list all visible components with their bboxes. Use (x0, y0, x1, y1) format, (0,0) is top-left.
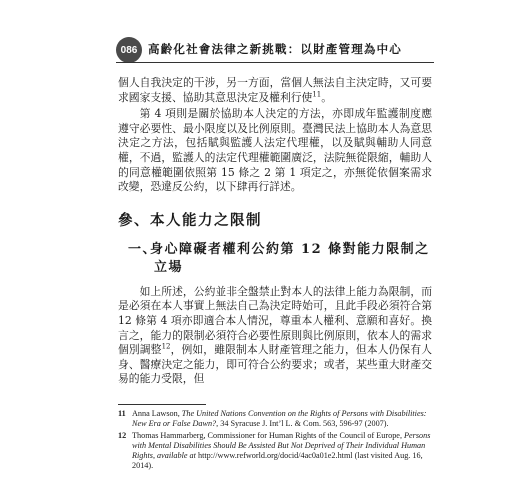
paragraph-text-cont: ，例如，雖限制本人財產管理之能力，但本人仍保有人身、醫療決定之能力，即可符合公約要求；或者，某些重大財產交易的能力受限，但 (118, 343, 433, 386)
footnote-text: Anna Lawson, (132, 409, 182, 418)
footnote-number: 12 (118, 430, 127, 440)
footnote-ref-12[interactable]: 12 (161, 342, 171, 351)
subsection-number: 一、 (128, 241, 158, 257)
footnotes (118, 409, 432, 473)
paragraph-article-12-4: 第 4 項則是關於協助本人決定的方法，亦即成年監護制度應遵守必要性、最小限度以及比例原則。臺灣民法上協助本人為意思決定之方法，包括賦與監護人法定代理權，以及賦與輔助人同意權，不過，監護人的法定代理權範圍廣泛，法院無從限縮，輔助人的同意權範圍依照第 15 條之 2 第 1 項定之，亦無從依個案需求改變，恐違反公約，以下肆再行詳述。 (118, 107, 432, 194)
footnote-available-at: available at (157, 451, 196, 461)
footnote-11 (118, 409, 432, 430)
page-header (0, 34, 520, 64)
footnote-article-title: Persons with Mental Disabilities Should Be Assisted But Not Deprived of Their Individual Human Rights (132, 430, 431, 461)
footnote-article-title: The United Nations Convention on the Rights of Persons with Disabilities: New Era or False Dawn? (132, 409, 427, 429)
footnote-ref-11[interactable]: 11 (312, 90, 322, 98)
section-heading: 參、本人能力之限制 (118, 212, 262, 229)
header-rule (116, 62, 434, 63)
footnote-text: Thomas Hammarberg, Commissioner for Human Rights of the Council of Europe, (132, 430, 405, 440)
paragraph-text-end: 。 (321, 90, 333, 104)
footnote-citation: , 34 Syracuse J. Int’l L. & Com. 563, 596-97 (2007). (216, 419, 389, 429)
paragraph-text: 個人自我決定的干涉，另一方面，當個人無法自主決定時，又可要求國家支援、協助其意思決定及權利行使 (118, 76, 432, 104)
running-title: 高齡化社會法律之新挑戰：以財產管理為中心 (148, 42, 402, 56)
footnote-text: , (152, 451, 158, 461)
footnote-number: 11 (118, 409, 126, 418)
paragraph-capacity-limits (118, 285, 432, 387)
page-number: 086 (116, 37, 142, 63)
subsection-title: 身心障礙者權利公約第 12 條對能力限制之立場 (150, 241, 430, 275)
subsection-heading (118, 241, 432, 277)
footnote-rule (118, 404, 206, 405)
paragraph-continuation (118, 76, 432, 105)
page-body (118, 76, 432, 387)
footnote-12 (118, 431, 432, 472)
footnote-url[interactable]: http://www.refworld.org/docid/4ac0a01e2.html (last visited Aug. 16, 2014). (132, 451, 423, 471)
paragraph-text: 如上所述，公約並非全盤禁止對本人的法律上能力為限制，而是必須在本人事實上無法自己為決定時始可，且此手段必須符合第 12 條第 4 項亦即適合本人情況，尊重本人權利、意願和喜好。換言之，能力的限制必須符合必要性原則與比例原則，依本人的需求個別調整 (118, 284, 432, 357)
